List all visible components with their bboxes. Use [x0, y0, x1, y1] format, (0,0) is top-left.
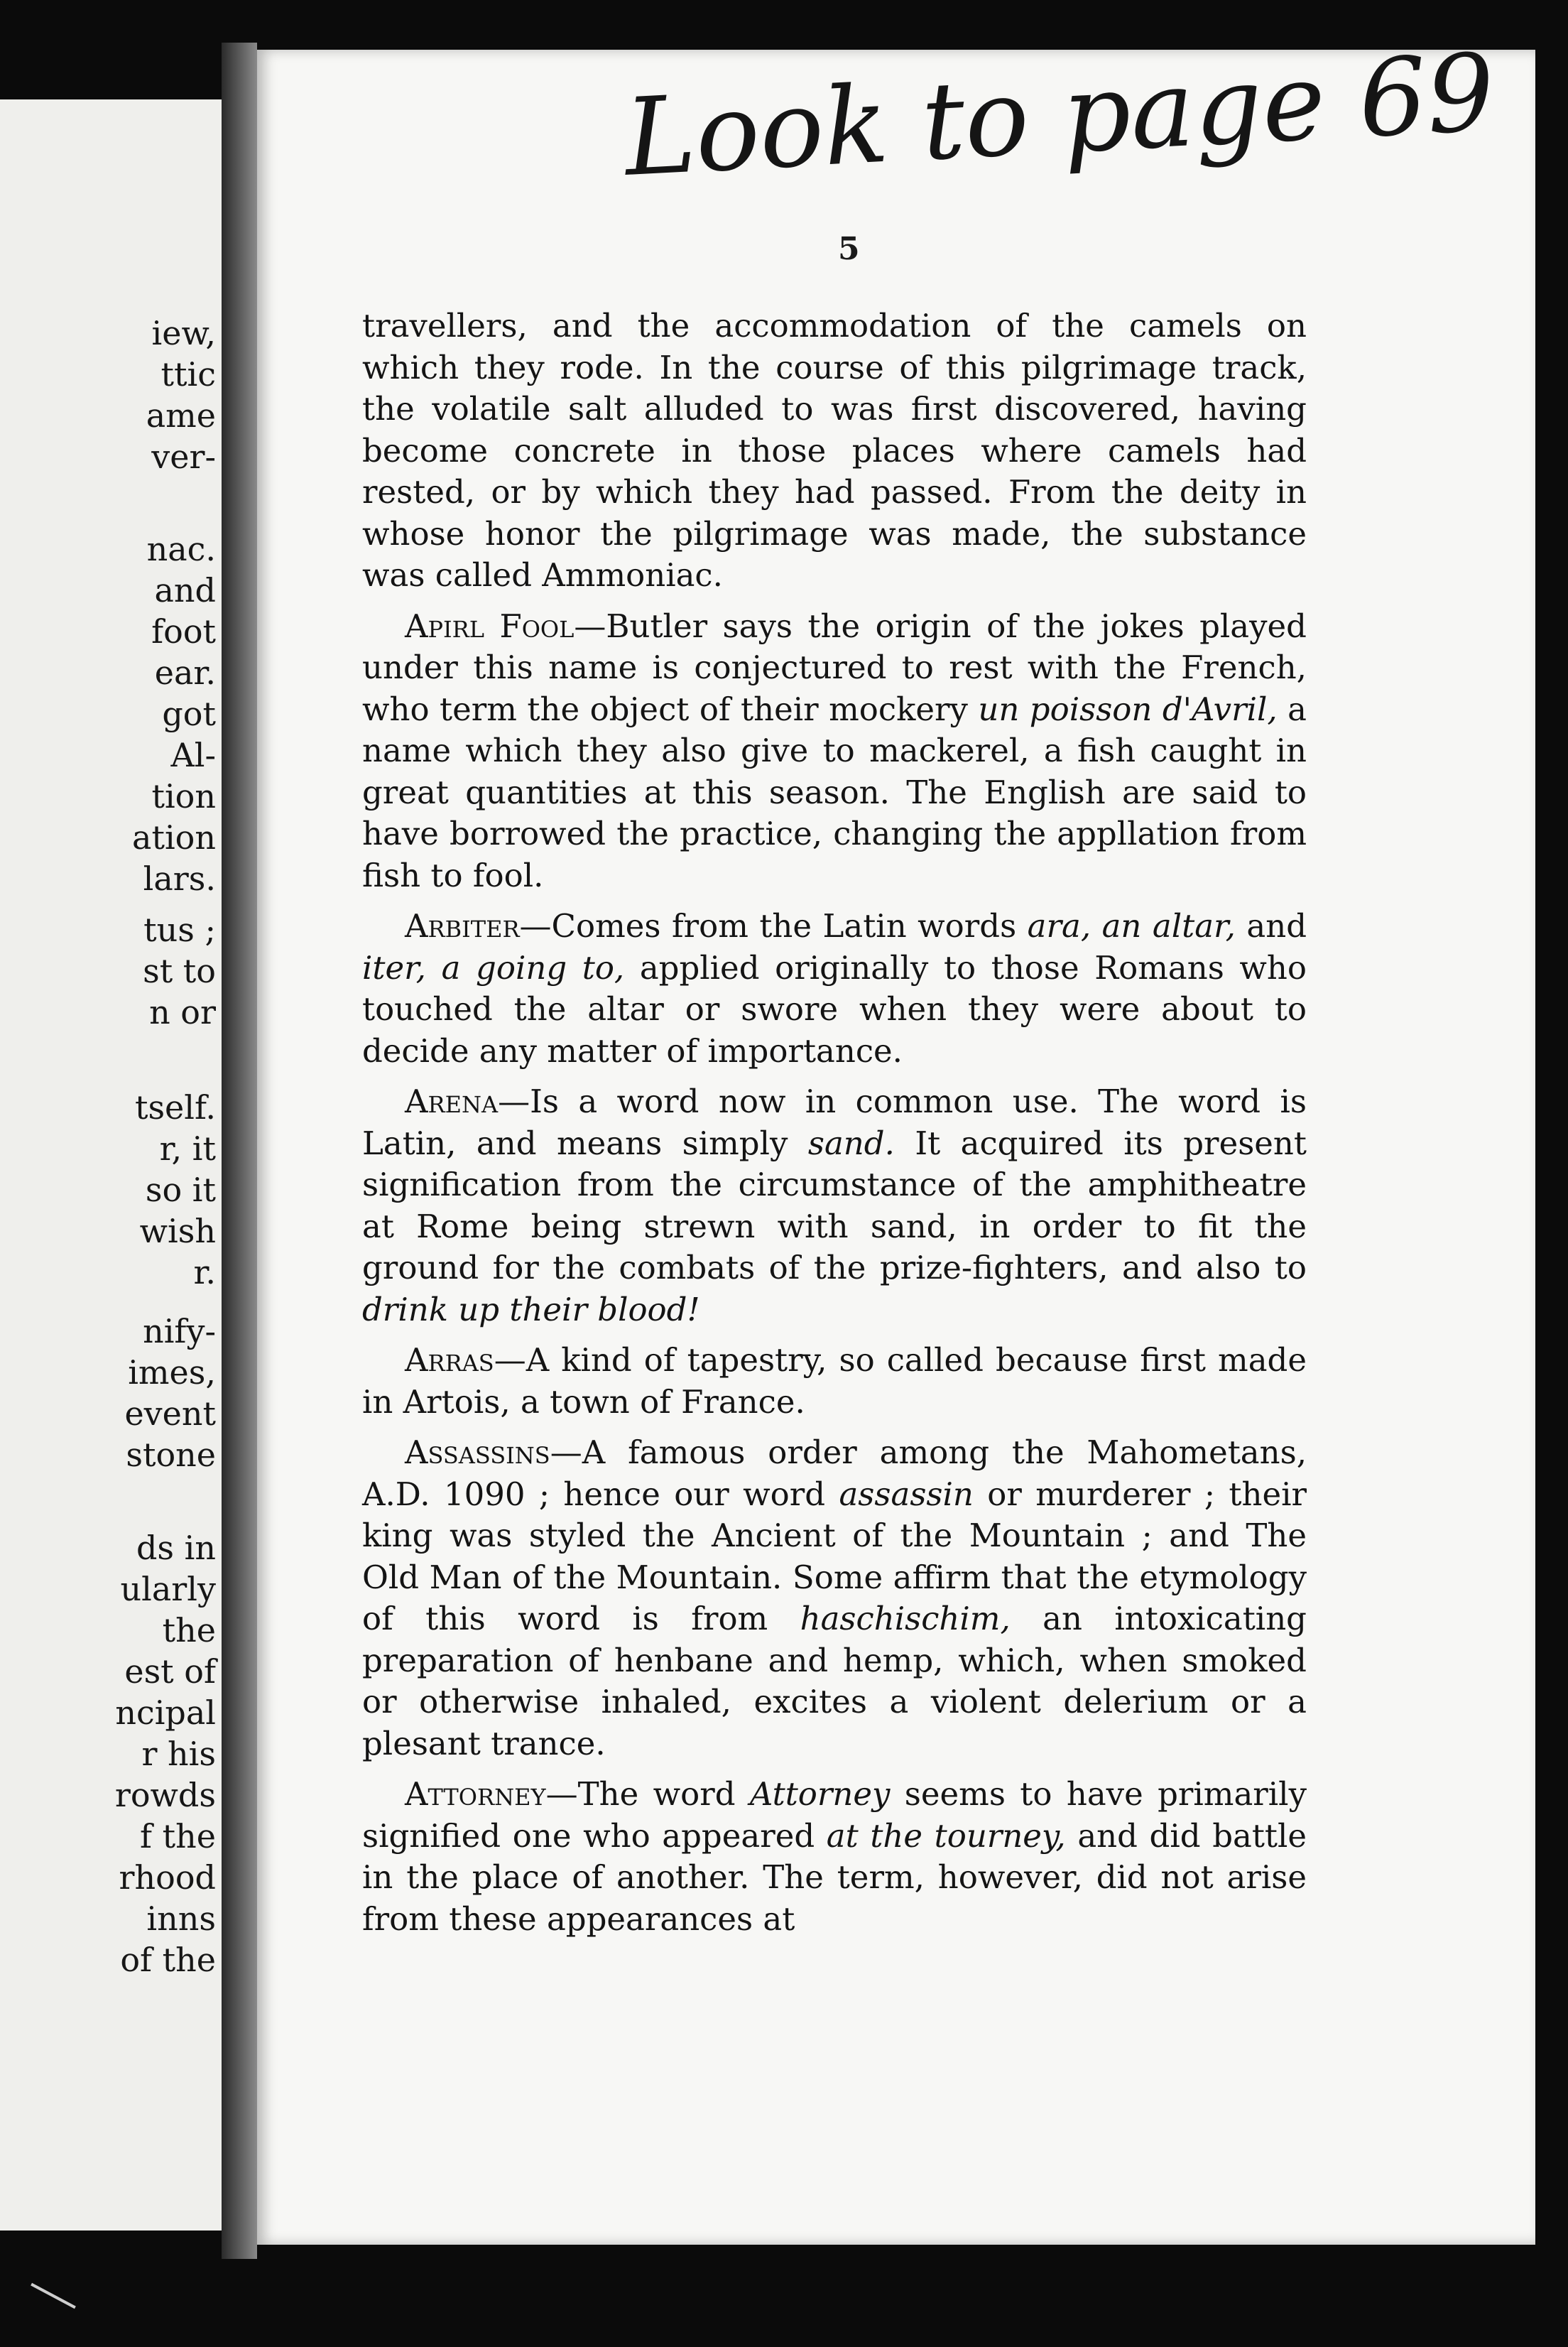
entry-term: Arbiter	[405, 907, 520, 945]
dictionary-entry	[362, 1081, 1307, 1330]
entry-text: a name which they also give to mackerel, a fish caught in great quantities at this season. The English are said to have borrowed the practice, changing the appllation from fish to fool.	[362, 690, 1307, 894]
entry-text: It acquired its present signification from the circumstance of the amphitheatre at Rome being strewn with sand, in order to fit the ground for the combats of the prize-fighters, and also to	[362, 1124, 1307, 1286]
page-body-text	[362, 305, 1307, 1949]
facing-page-line: of the	[120, 1941, 216, 1979]
facing-page-line: r, it	[159, 1129, 216, 1168]
entry-text: or murderer ; their king was styled the Ancient of the Mountain ; and The Old Man of the Mountain. Some affirm that the etymology of this word is from	[362, 1475, 1307, 1637]
entry-term: Apirl Fool	[405, 607, 575, 645]
facing-page-line: rhood	[119, 1858, 216, 1897]
entry-text: —A famous order among the Mahometans, A.D. 1090 ; hence our word	[362, 1433, 1307, 1513]
facing-page-line: iew,	[151, 314, 216, 352]
entry-term: Assassins	[405, 1433, 550, 1471]
facing-page-line: ttic	[160, 355, 216, 394]
italic-text: Attorney	[749, 1775, 891, 1813]
entry-text: travellers, and the accommodation of the camels on which they rode. In the course of this pilgrimage track, the volatile salt alluded to was first discovered, having become concrete in those places where camels had rested, or by which they had passed. From the deity in whose honor the pilgrimage was made, the substance was called Ammoniac.	[362, 307, 1307, 594]
entry-text: seems to have primarily signified one who appeared	[362, 1775, 1307, 1855]
italic-text: drink up their blood!	[362, 1290, 700, 1328]
facing-page-line: stone	[126, 1436, 216, 1474]
entry-text: applied originally to those Romans who touched the altar or swore when they were about to decide any matter of importance.	[362, 948, 1307, 1070]
dictionary-entry	[362, 305, 1307, 597]
dictionary-entry	[362, 1340, 1307, 1423]
facing-page-line: the	[162, 1611, 216, 1649]
facing-page-line: ularly	[120, 1570, 216, 1608]
entry-text: —Comes from the Latin words	[519, 907, 1028, 945]
facing-page-line: r.	[193, 1253, 216, 1291]
facing-page-line: and	[154, 571, 216, 609]
facing-page-line: st to	[143, 952, 216, 990]
facing-page-line: ds in	[136, 1529, 216, 1567]
facing-page-line: foot	[151, 612, 216, 651]
dictionary-entry	[362, 1774, 1307, 1940]
facing-page-line: tus ;	[143, 911, 216, 949]
handwritten-note: Look to page 69	[621, 31, 1498, 200]
facing-page-line: ear.	[154, 654, 216, 692]
italic-text: iter, a going to,	[362, 948, 625, 987]
entry-term: Attorney	[405, 1775, 546, 1813]
facing-page-line: tself.	[134, 1088, 216, 1127]
entry-text: an intoxicating preparation of henbane and hemp, which, when smoked or otherwise inhaled, excites a violent delerium or a plesant trance.	[362, 1600, 1307, 1762]
facing-page-line: f the	[140, 1817, 216, 1855]
italic-text: ara, an altar,	[1027, 907, 1236, 945]
entry-term: Arena	[405, 1083, 499, 1120]
dictionary-entry	[362, 606, 1307, 897]
italic-text: assassin	[839, 1475, 974, 1513]
scan-artifact	[31, 2283, 76, 2309]
italic-text: at the tourney,	[826, 1816, 1066, 1855]
facing-page-line: Al-	[170, 736, 216, 774]
facing-page-line: tion	[151, 777, 216, 815]
facing-page-line: ation	[132, 818, 216, 857]
facing-page-line: r his	[141, 1735, 216, 1773]
entry-text: and did battle in the place of another. The term, however, did not arise from these appearances at	[362, 1816, 1307, 1938]
facing-page-line: est of	[124, 1652, 216, 1691]
dictionary-entry	[362, 1432, 1307, 1765]
facing-page-line: ame	[146, 396, 216, 435]
entry-term: Arras	[405, 1341, 494, 1379]
entry-text: —The word	[545, 1775, 750, 1813]
book-gutter	[222, 43, 257, 2259]
facing-page-line: nify-	[143, 1312, 216, 1350]
facing-page-line: lars.	[143, 860, 216, 898]
facing-page-line: wish	[139, 1212, 216, 1250]
facing-page-line: nac.	[146, 530, 216, 568]
facing-page-line: so it	[145, 1171, 216, 1209]
entry-text: —Is a word now in common use. The word is Latin, and means simply	[362, 1083, 1307, 1162]
facing-page-line: ver-	[151, 438, 216, 476]
entry-text: and	[1235, 907, 1307, 945]
italic-text: sand.	[807, 1124, 895, 1162]
italic-text: un poisson d'Avril,	[978, 690, 1278, 728]
entry-text: —A kind of tapestry, so called because first made in Artois, a town of France.	[362, 1341, 1307, 1421]
page-number: 5	[838, 231, 860, 267]
facing-page-line: event	[124, 1394, 216, 1433]
entry-text: —Butler says the origin of the jokes played under this name is conjectured to rest with the French, who term the object of their mockery	[362, 607, 1307, 728]
facing-page-line: imes,	[128, 1353, 216, 1392]
facing-page-line: rowds	[114, 1776, 216, 1814]
facing-page-line: got	[162, 695, 216, 733]
facing-page-fragment	[0, 99, 222, 2231]
facing-page-line: ncipal	[115, 1693, 216, 1732]
italic-text: haschischim,	[800, 1600, 1011, 1637]
facing-page-line: inns	[146, 1899, 216, 1938]
facing-page-line: n or	[149, 993, 216, 1031]
dictionary-entry	[362, 906, 1307, 1072]
